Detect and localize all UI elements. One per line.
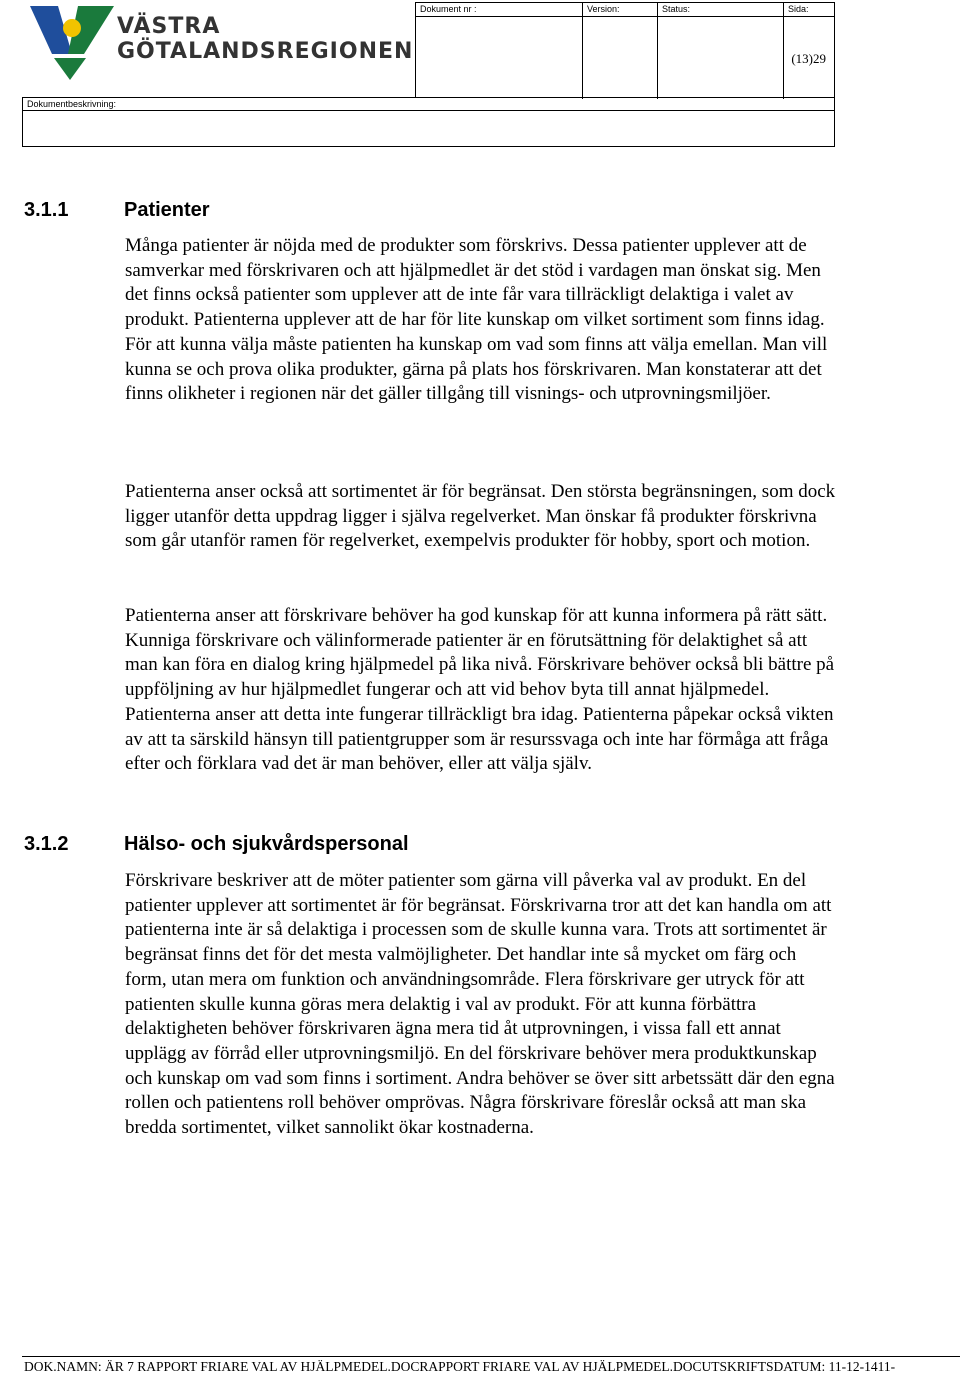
vgr-logo-icon [28, 4, 118, 84]
sida-cell [784, 3, 834, 99]
paragraph: Många patienter är nöjda med de produkter som förskrivs. Dessa patienter upplever att de samverkar med förskrivaren och att hjälpmedlet är det stöd i vardagen man önskat sig. Men det finns också patienter som upplever att de inte får vara tillräckligt delaktiga i valet av produkt. Patienterna upplever att de har för lite kunskap om vilket sortiment som finns idag. För att kunna välja måste patienten ha kunskap om vad som finns att välja emellan. Man vill kunna se och prova olika produkter, gärna på plats hos förskrivaren. Man konstaterar att det finns olikheter i regionen när det gäller tillgång till visnings- och utprovningsmiljöer. [125, 235, 828, 405]
status-cell [658, 3, 784, 99]
document-info-box [415, 2, 835, 98]
dokumentbeskrivning-label: Dokumentbeskrivning: [27, 99, 117, 109]
section-title: Hälso- och sjukvårdspersonal [124, 833, 409, 855]
version-cell [583, 3, 658, 99]
paragraph: Patienterna anser att förskrivare behöver ha god kunskap för att kunna informera på rätt sätt. Kunniga förskrivare och välinformerade patienter är en förutsättning för delaktighet så att man kan föra en dialog kring hjälpmedel på lika nivå. Förskrivare behöver också bli bättre på uppföljning av hur hjälpmedlet fungerar och att vid behov byta till annat hjälpmedel. Patienterna anser att detta inte fungerar tillräckligt bra idag. Patienterna påpekar också vikten av att ta särskild hänsyn till patientgrupper som är resurssvaga och inte har förmåga att fråga efter och förklara vad det är man behöver, eller att välja själv. [125, 605, 835, 775]
status-label: Status: [662, 4, 691, 14]
logo-text-line2: GÖTALANDSREGIONEN [117, 39, 414, 64]
vgr-logo [28, 4, 414, 84]
footer-text: DOK.NAMN: ÄR 7 RAPPORT FRIARE VAL AV HJÄLPMEDEL.DOCRAPPORT FRIARE VAL AV HJÄLPMEDEL.DOCUTSKRIFTSDATUM: 11-12-1411- [24, 1359, 896, 1374]
section-heading-halso-sjukvardspersonal [24, 833, 409, 856]
paragraph: Förskrivare beskriver att de möter patienter som gärna vill påverka val av produkt. En del patienter upplever att sortimentet är för begränsat. Förskrivarna tror att det kan handla om att patienterna inte är så delaktiga i processen som de skulle kunna vara. Trots att sortimentet är begränsat finns det för det mesta valmöjligheter. Det handlar inte så mycket om färg och form, utan mera om funktion och användningsområde. Flera förskrivare ger utryck för att patienten skulle kunna göras mera delaktig i val av produkt. För att kunna förbättra delaktigheten behöver förskrivaren ägna mera tid åt utprovningen, i vissa fall ett annat upplägg av förråd eller utprovningsmiljö. En del förskrivare behöver mera produktkunskap och kunskap om vad som finns i sortiment. Andra behöver se över sitt arbetssätt där den egna rollen och patientens roll behöver omprövas. Några förskrivare föreslår också att man ska bredda sortimentet, vilket sannolikt ökar kostnaderna. [125, 870, 835, 1139]
page-number: (13)29 [791, 51, 826, 66]
logo-text-line1: VÄSTRA [117, 14, 221, 39]
description-divider [23, 110, 834, 111]
section-number: 3.1.2 [24, 833, 69, 855]
section-number: 3.1.1 [24, 199, 69, 221]
dokument-nr-cell [416, 3, 583, 99]
sida-label: Sida: [788, 4, 809, 14]
version-label: Version: [587, 4, 620, 14]
section-heading-patienter [24, 199, 210, 222]
dokument-nr-label: Dokument nr : [420, 4, 477, 14]
paragraph: Patienterna anser också att sortimentet är för begränsat. Den största begränsningen, som dock ligger utanför detta uppdrag ligger i själva regelverket. Man önskar få produkter förskrivna som går utanför ramen för regelverket, exempelvis produkter för hobby, sport och motion. [125, 481, 836, 552]
section-title: Patienter [124, 199, 210, 221]
document-description-box [22, 97, 835, 147]
footer-divider [22, 1356, 960, 1357]
